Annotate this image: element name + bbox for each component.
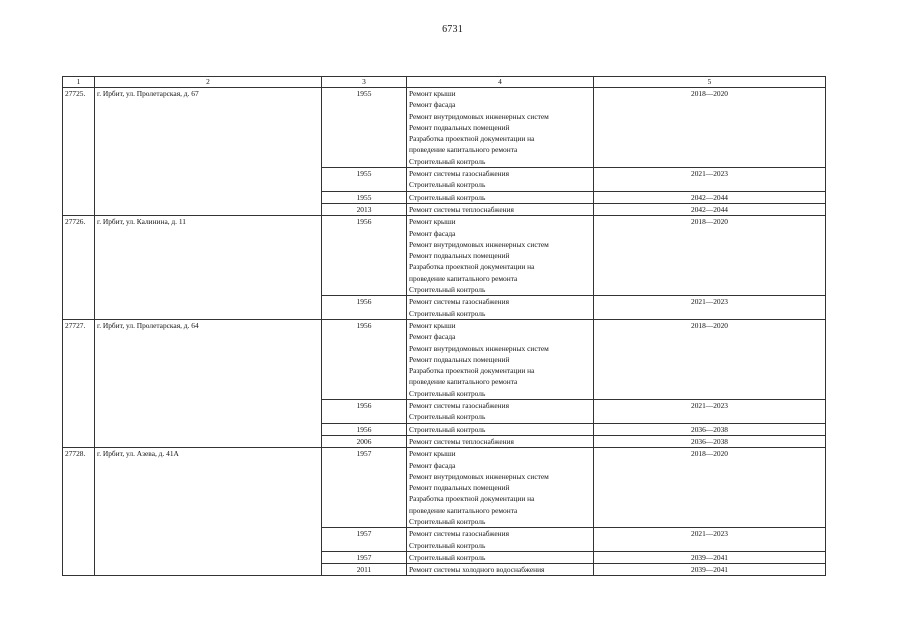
repair-work-item: Ремонт подвальных помещений (409, 122, 510, 132)
table-row (63, 448, 826, 528)
planned-period: 2018—2020 (594, 216, 826, 296)
commissioning-year: 2013 (322, 203, 407, 215)
repair-work-item: Ремонт крыши (409, 89, 456, 98)
planned-period: 2039—2041 (594, 551, 826, 563)
repair-work-item: Ремонт системы теплоснабжения (409, 436, 514, 446)
commissioning-year: 2011 (322, 564, 407, 576)
planned-period: 2018—2020 (594, 319, 826, 399)
column-number-3: 3 (322, 77, 407, 88)
record-number: 27726. (63, 216, 95, 320)
planned-period: 2018—2020 (594, 88, 826, 168)
repair-work-item: Ремонт подвальных помещений (409, 251, 510, 261)
repair-work-item: Разработка проектной документации на (409, 366, 535, 376)
repair-work-item: Ремонт крыши (409, 449, 456, 459)
building-address: г. Ирбит, ул. Калинина, д. 11 (95, 216, 322, 320)
repair-work-item: Строительный контроль (409, 412, 486, 422)
repair-work-item: Строительный контроль (409, 552, 486, 562)
repair-work-item: Ремонт системы газоснабжения (409, 401, 509, 411)
repair-work-item: Ремонт фасада (409, 460, 456, 470)
repair-works (407, 400, 594, 424)
repair-work-item: Ремонт фасада (409, 332, 456, 342)
repair-work-item: Ремонт подвальных помещений (409, 483, 510, 493)
repair-works (407, 551, 594, 563)
planned-period: 2036—2038 (594, 423, 826, 435)
planned-period: 2042—2044 (594, 203, 826, 215)
repair-works (407, 319, 594, 399)
planned-period: 2036—2038 (594, 435, 826, 447)
repair-works (407, 216, 594, 296)
repair-works (407, 203, 594, 215)
repair-work-item: Разработка проектной документации на (409, 262, 535, 272)
column-number-1: 1 (63, 77, 95, 88)
repair-work-item: проведение капитального ремонта (409, 145, 518, 155)
planned-period: 2039—2041 (594, 564, 826, 576)
repair-work-item: Строительный контроль (409, 285, 486, 295)
table-row (63, 319, 826, 399)
commissioning-year: 1957 (322, 528, 407, 552)
repair-work-item: Строительный контроль (409, 192, 486, 202)
repair-works (407, 435, 594, 447)
planned-period: 2021—2023 (594, 296, 826, 320)
repair-work-item: Ремонт подвальных помещений (409, 354, 510, 364)
repair-work-item: Строительный контроль (409, 424, 486, 434)
repair-works (407, 191, 594, 203)
planned-period: 2021—2023 (594, 400, 826, 424)
repair-work-item: проведение капитального ремонта (409, 377, 518, 387)
building-address: г. Ирбит, ул. Пролетарская, д. 64 (95, 319, 322, 447)
commissioning-year: 1957 (322, 448, 407, 528)
repair-work-item: Ремонт системы холодного водоснабжения (409, 565, 545, 575)
repair-works (407, 296, 594, 320)
commissioning-year: 1957 (322, 551, 407, 563)
repair-work-item: проведение капитального ремонта (409, 505, 518, 515)
commissioning-year: 1956 (322, 423, 407, 435)
commissioning-year: 1955 (322, 191, 407, 203)
repair-work-item: Строительный контроль (409, 516, 486, 526)
repair-works (407, 168, 594, 192)
page-number: 6731 (442, 24, 463, 35)
repair-work-item: проведение капитального ремонта (409, 273, 518, 283)
building-address: г. Ирбит, ул. Пролетарская, д. 67 (95, 88, 322, 216)
repair-work-item: Ремонт фасада (409, 100, 456, 110)
planned-period: 2021—2023 (594, 528, 826, 552)
repair-work-item: Ремонт внутридомовых инженерных систем (409, 239, 549, 249)
repair-work-item: Разработка проектной документации на (409, 134, 535, 144)
repair-work-item: Ремонт крыши (409, 217, 456, 227)
repair-work-item: Ремонт внутридомовых инженерных систем (409, 343, 549, 353)
record-number: 27727. (63, 319, 95, 447)
commissioning-year: 1956 (322, 216, 407, 296)
repair-work-item: Ремонт крыши (409, 320, 456, 330)
repair-works (407, 528, 594, 552)
capital-repair-table (62, 76, 826, 576)
table-row (63, 216, 826, 296)
repair-work-item: Ремонт системы газоснабжения (409, 169, 509, 179)
repair-work-item: Строительный контроль (409, 180, 486, 190)
planned-period: 2042—2044 (594, 191, 826, 203)
repair-works (407, 564, 594, 576)
repair-work-item: Ремонт внутридомовых инженерных систем (409, 471, 549, 481)
commissioning-year: 1955 (322, 168, 407, 192)
repair-work-item: Строительный контроль (409, 540, 486, 550)
column-number-row (63, 77, 826, 88)
table-row (63, 88, 826, 168)
repair-work-item: Строительный контроль (409, 388, 486, 398)
repair-works (407, 88, 594, 168)
commissioning-year: 1955 (322, 88, 407, 168)
commissioning-year: 1956 (322, 296, 407, 320)
commissioning-year: 2006 (322, 435, 407, 447)
repair-work-item: Ремонт фасада (409, 228, 456, 238)
commissioning-year: 1956 (322, 319, 407, 399)
repair-work-item: Разработка проектной документации на (409, 494, 535, 504)
repair-work-item: Строительный контроль (409, 308, 486, 318)
record-number: 27725. (63, 88, 95, 216)
repair-works (407, 448, 594, 528)
commissioning-year: 1956 (322, 400, 407, 424)
column-number-2: 2 (95, 77, 322, 88)
column-number-4: 4 (407, 77, 594, 88)
repair-works (407, 423, 594, 435)
record-number: 27728. (63, 448, 95, 576)
repair-work-item: Ремонт системы газоснабжения (409, 529, 509, 539)
repair-work-item: Ремонт системы теплоснабжения (409, 204, 514, 214)
planned-period: 2021—2023 (594, 168, 826, 192)
table-body (63, 88, 826, 576)
building-address: г. Ирбит, ул. Азева, д. 41А (95, 448, 322, 576)
column-number-5: 5 (594, 77, 826, 88)
repair-work-item: Строительный контроль (409, 156, 486, 166)
planned-period: 2018—2020 (594, 448, 826, 528)
repair-work-item: Ремонт внутридомовых инженерных систем (409, 111, 549, 121)
repair-work-item: Ремонт системы газоснабжения (409, 297, 509, 307)
